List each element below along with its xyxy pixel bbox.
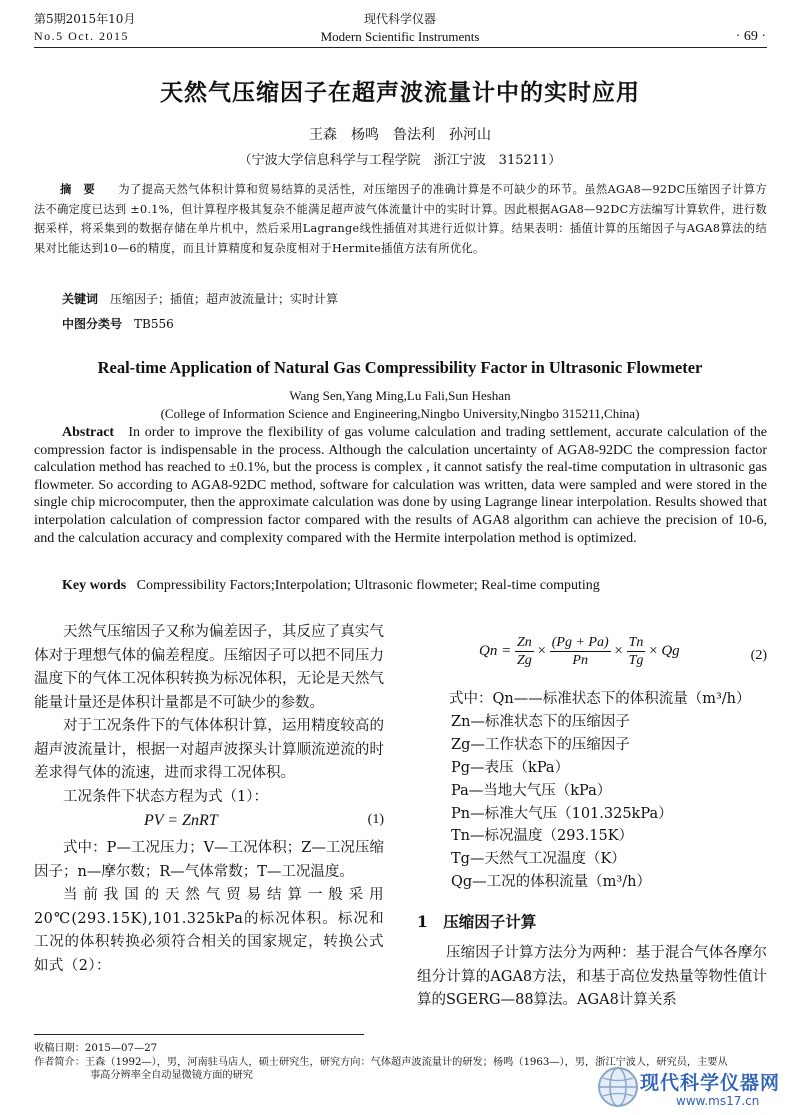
- variable-list: [417, 688, 767, 894]
- variable-item: Qg—工况的体积流量（m³/h）: [451, 874, 651, 891]
- watermark-url: www.ms17.cn: [676, 1094, 760, 1108]
- left-column: [34, 621, 384, 978]
- abstract-cn-label: 摘 要: [60, 182, 96, 196]
- abstract-en-text: In order to improve the flexibility of gas volume calculation and trading settlement, accurate calculation of the compression factor is indispensable in the process. Although the calculation uncertainty of AGA8-92DC the compression factor calculation method has reached to ±0.1%, but the process is complex , it cannot satisfy the real-time computation in ultrasonic gas flowmeter. So according to AGA8-92DC method, software for calculation was written, data were sampled and were stored in the single chip microcomputer, then the approximate calculation was done by using Lagrange linear interpolation. Results showed that interpolation calculation of compression factor compared with the results of AGA8 algorithm can achieve the precision of 10-6, and the calculation accuracy and complexity compared with the Hermite interpolation method is optimized.: [34, 425, 767, 546]
- issue-en: No.5 Oct. 2015: [34, 29, 129, 43]
- section-heading: 1 压缩因子计算: [417, 912, 537, 932]
- variable-item: Zg—工作状态下的压缩因子: [451, 736, 630, 753]
- watermark-cn: 现代科学仪器网: [640, 1072, 781, 1094]
- equation-2-number: (2): [750, 648, 767, 663]
- variable-item: Zn—标准状态下的压缩因子: [451, 713, 630, 730]
- footnote-bio: 作者简介：王森（1992—），男，河南驻马店人，硕士研究生，研究方向：气体超声波流量计的研发；杨鸣（1963—），男，浙江宁波人，研究员，主要从: [34, 1056, 728, 1068]
- keywords-en-label: Key words: [62, 578, 127, 593]
- abstract-en: [34, 424, 767, 547]
- equation-1-number: (1): [367, 812, 384, 827]
- clc-text: TB556: [134, 317, 174, 331]
- variable-item: Tg—天然气工况温度（K）: [451, 851, 626, 868]
- equation-2: [417, 630, 767, 688]
- clc-label: 中图分类号: [62, 317, 123, 331]
- abstract-cn: [34, 180, 767, 258]
- title-en: Real-time Application of Natural Gas Compressibility Factor in Ultrasonic Flowmeter: [97, 358, 703, 377]
- equation-1: [34, 809, 384, 837]
- body-paragraph: 当前我国的天然气贸易结算一般采用20℃(293.15K),101.325kPa的标况体积。标况和工况的体积转换必须符合相关的国家规定，转换公式如式（2）：: [34, 887, 384, 974]
- globe-icon: [596, 1065, 640, 1109]
- body-paragraph: 工况条件下状态方程为式（1）：: [63, 788, 268, 805]
- equation-2-body: [479, 634, 680, 669]
- journal-cn: 现代科学仪器: [363, 12, 436, 26]
- header-rule: [34, 47, 767, 48]
- keywords-en: [62, 578, 600, 594]
- watermark: [596, 1062, 796, 1112]
- footnote-rule: [34, 1034, 364, 1035]
- keywords-cn-label: 关键词: [62, 292, 99, 306]
- eq2-fraction-z: $\frac{Zn}{Zg}$: [516, 635, 532, 668]
- journal-en: Modern Scientific Instruments: [320, 29, 480, 44]
- body-paragraph: 对于工况条件下的气体体积计算，运用精度较高的超声波流量计，根据一对超声波探头计算顺流逆流的时差求得气体的流速，进而求得工况体积。: [34, 718, 384, 781]
- body-paragraph: 压缩因子计算方法分为两种：基于混合气体各摩尔组分计算的AGA8方法，和基于高位发热量等物性值计算的SGERG—88算法。AGA8计算关系: [417, 945, 767, 1009]
- body-paragraph: 天然气压缩因子又称为偏差因子，其反应了真实气体对于理想气体的偏差程度。压缩因子可以把不同压力温度下的气体工况体积转换为标况体积，无论是天然气能量计量还是体积计量都是不可缺少的参数。: [34, 624, 384, 711]
- eq2-lhs: Qn =: [479, 643, 512, 659]
- affiliation-en: (College of Information Science and Engineering,Ningbo University,Ningbo 315211,China): [160, 406, 640, 421]
- abstract-en-label: Abstract: [62, 425, 115, 440]
- variable-item: Tn—标况温度（293.15K）: [451, 828, 634, 845]
- title-cn: 天然气压缩因子在超声波流量计中的实时应用: [160, 79, 640, 106]
- eq2-times: ×: [537, 643, 546, 659]
- issue-cn: 第5期2015年10月: [34, 12, 136, 26]
- footnote-bio-cont: 事高分辨率全自动显微镜方面的研究: [90, 1070, 253, 1081]
- right-column: [417, 630, 767, 1013]
- page-number: · 69 ·: [735, 29, 766, 44]
- affiliation-cn: （宁波大学信息科学与工程学院 浙江宁波 315211）: [238, 153, 562, 168]
- eq2-fraction-p: $\frac{(Pg + Pa)}{Pn}$: [551, 635, 609, 668]
- variable-item: 式中：Qn——标准状态下的体积流量（m³/h）: [449, 691, 751, 707]
- keywords-cn: [62, 290, 338, 307]
- body-paragraph: 式中：P—工况压力；V—工况体积；Z—工况压缩因子；n—摩尔数；R—气体常数；T—工况温度。: [34, 840, 384, 880]
- variable-item: Pn—标准大气压（101.325kPa）: [451, 805, 673, 822]
- equation-1-body: PV = ZnRT: [144, 812, 218, 829]
- eq2-times: ×: [614, 643, 623, 659]
- keywords-en-text: Compressibility Factors;Interpolation; Ultrasonic flowmeter; Real-time computing: [136, 578, 600, 593]
- eq2-fraction-t: $\frac{Tn}{Tg}$: [628, 635, 644, 668]
- eq2-times: ×: [649, 643, 658, 659]
- authors-en: Wang Sen,Yang Ming,Lu Fali,Sun Heshan: [289, 388, 511, 403]
- footnote-received: 收稿日期：2015—07—27: [34, 1043, 158, 1054]
- keywords-cn-text: 压缩因子；插值；超声波流量计；实时计算: [110, 292, 339, 306]
- variable-item: Pa—当地大气压（kPa）: [451, 782, 612, 799]
- clc-code: [62, 315, 174, 332]
- eq2-tail: Qg: [661, 643, 680, 659]
- abstract-cn-text: 为了提高天然气体积计算和贸易结算的灵活性，对压缩因子的准确计算是不可缺少的环节。虽然AGA8—92DC压缩因子计算方法不确定度已达到 ±0.1%，但计算程序极其复杂不能满足超声波气体流量计中的实时计算。因此根据AGA8—92DC方法编写计算软件，进行数据采样，将采集到的数据存储在单片机中，然后采用Lagrange线性插值对其进行近似计算。结果表明：插值计算的压缩因子与AGA8算法的结果对比能达到10—6的精度，而且计算精度和复杂度相对于Hermite插值方法有所优化。: [34, 183, 767, 255]
- variable-item: Pg—表压（kPa）: [451, 759, 570, 776]
- authors-cn: 王森 杨鸣 鲁法利 孙河山: [309, 127, 491, 143]
